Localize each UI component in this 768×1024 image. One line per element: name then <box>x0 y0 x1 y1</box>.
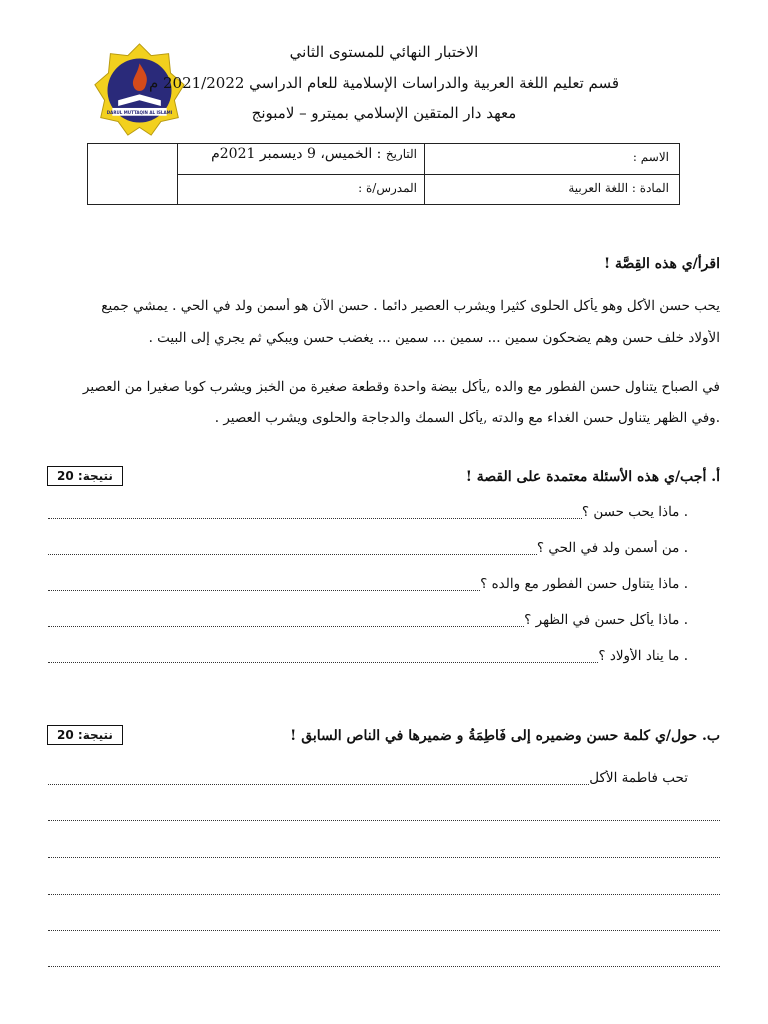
conversion-answer-line-3[interactable] <box>48 857 720 858</box>
name-field[interactable] <box>633 150 669 164</box>
question-2[interactable] <box>48 540 688 562</box>
conversion-answer-line-1[interactable] <box>48 770 589 785</box>
date-field <box>211 146 417 162</box>
date-value: : الخميس، 9 ديسمبر 2021م <box>211 146 382 162</box>
question-3-text: . ماذا يتناول حسن الفطور مع والده ؟ <box>480 576 688 592</box>
logo-text: DARUL MUTTAQIN AL ISLAMI <box>106 109 173 115</box>
question-2-text: . من أسمن ولد في الحي ؟ <box>536 540 688 556</box>
teacher-label: المدرس/ة : <box>358 181 417 195</box>
section-b-title: ب. حول/ي كلمة حسن وضميره إلى فَاطِمَةُ و ضميرها في الناص السابق ! <box>290 728 720 744</box>
conversion-answer-line-2[interactable] <box>48 820 720 821</box>
story-paragraph-1-line-2: الأولاد خلف حسن وهم يضحكون سمين ... سمين ... سمين ... يغضب حسن ويبكي ثم يجري إلى البيت . <box>148 330 720 346</box>
reading-title: اقرأ/ي هذه القِصَّة ! <box>604 256 720 272</box>
section-b-score-box: نتيجة: 20 <box>47 725 123 745</box>
answer-line-1[interactable] <box>48 504 582 519</box>
question-4-text: . ماذا يأكل حسن في الظهر ؟ <box>524 612 688 628</box>
answer-line-4[interactable] <box>48 612 524 627</box>
question-1-text: . ماذا يحب حسن ؟ <box>581 504 688 520</box>
conversion-answer-line-4[interactable] <box>48 894 720 895</box>
answer-line-2[interactable] <box>48 540 537 555</box>
story-paragraph-2-line-2: .وفي الظهر يتناول حسن الغداء مع والدته ,يأكل السمك والدجاجة والحلوى ويشرب العصير . <box>214 410 720 426</box>
section-a-score-box: نتيجة: 20 <box>47 466 123 486</box>
answer-line-3[interactable] <box>48 576 480 591</box>
question-1[interactable] <box>48 504 688 526</box>
conversion-first-text: تحب فاطمة الأكل <box>589 770 688 786</box>
exam-title: الاختبار النهائي للمستوى الثاني <box>289 43 479 61</box>
conversion-answer-line-5[interactable] <box>48 930 720 931</box>
student-info-table <box>87 143 680 205</box>
question-4[interactable] <box>48 612 688 634</box>
conversion-answer-line-6[interactable] <box>48 966 720 967</box>
name-label: الاسم : <box>632 150 669 164</box>
teacher-field[interactable] <box>358 181 417 195</box>
story-paragraph-1-line-1: يحب حسن الأكل وهو يأكل الحلوى كثيرا ويشرب العصير دائما . حسن الآن هو أسمن ولد في الحي . يمشي جميع <box>101 298 720 314</box>
subject-field <box>568 181 669 195</box>
section-a-title: أ. أجب/ي هذه الأسئلة معتمدة على القصة ! <box>465 469 720 485</box>
date-label: التاريخ <box>385 147 417 161</box>
subject-label: المادة : اللغة العربية <box>568 181 669 195</box>
question-5[interactable] <box>48 648 688 670</box>
story-paragraph-2-line-1: في الصباح يتناول حسن الفطور مع والده ,يأكل بيضة واحدة وقطعة صغيرة من الخبز ويشرب كوبا صغيرا من العصير <box>82 379 720 395</box>
question-5-text: . ما يناد الأولاد ؟ <box>598 648 688 664</box>
question-3[interactable] <box>48 576 688 598</box>
answer-line-5[interactable] <box>48 648 598 663</box>
conversion-first-line[interactable] <box>48 770 688 792</box>
department-line: قسم تعليم اللغة العربية والدراسات الإسلامية للعام الدراسي 2021/2022 م <box>148 74 620 92</box>
institute-name: معهد دار المتقين الإسلامي بميترو – لامبونج <box>251 104 517 122</box>
